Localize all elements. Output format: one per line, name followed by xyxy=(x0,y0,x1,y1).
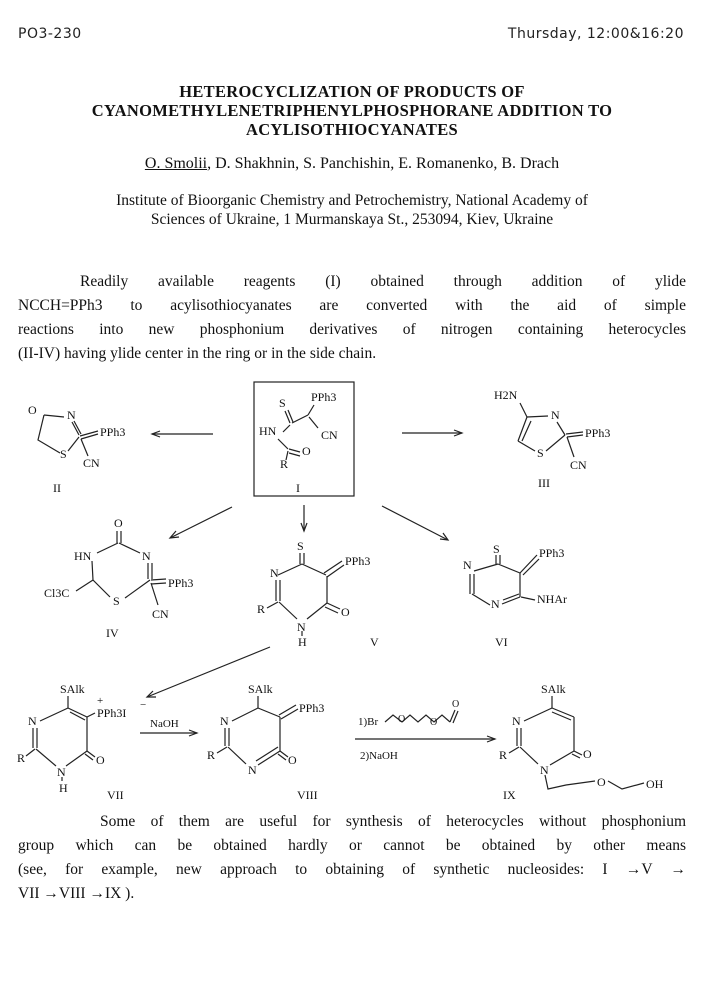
arrow-naoh xyxy=(140,718,197,736)
compound-label-ix: IX xyxy=(503,788,516,802)
atom-label: OH xyxy=(646,777,664,791)
reagent-label: 1)Br xyxy=(358,716,379,728)
atom-label: R xyxy=(499,748,508,762)
atom-label: S xyxy=(113,594,120,608)
compound-ix-structure xyxy=(499,682,664,802)
atom-label: R xyxy=(280,457,289,471)
authors xyxy=(0,155,704,173)
atom-label: O xyxy=(114,516,123,530)
atom-label: HN xyxy=(74,549,92,563)
atom-label: PPh3 xyxy=(311,390,337,404)
atom-label: O xyxy=(398,714,406,725)
svg-text:−: − xyxy=(140,699,147,711)
atom-label: S xyxy=(537,446,544,460)
reaction-scheme xyxy=(0,365,704,810)
reagent-label: 2)NaOH xyxy=(360,750,398,762)
compound-label-iii: III xyxy=(538,476,550,490)
compound-vii-structure xyxy=(17,682,146,802)
atom-label: PPh3 xyxy=(168,576,194,590)
compound-label-iv: IV xyxy=(106,626,119,640)
atom-label: R xyxy=(257,602,266,616)
atom-label: N xyxy=(491,597,500,611)
compound-i-box xyxy=(254,382,354,496)
conclusion-line: VII →VIII →IX ). xyxy=(18,885,135,902)
atom-label: O xyxy=(452,699,460,710)
atom-label: N xyxy=(57,765,66,779)
atom-label: N xyxy=(142,549,151,563)
atom-label: N xyxy=(67,408,76,422)
abstract-paragraph xyxy=(18,270,686,366)
abstract-line: reactions into new phosphonium derivatives of nitrogen containing heterocycles xyxy=(18,321,686,338)
abstract-line: NCCH=PPh3 to acylisothiocyanates are converted with the aid of simple xyxy=(18,297,686,314)
atom-label: Cl3C xyxy=(44,586,70,600)
title-line-2: CYANOMETHYLENETRIPHENYLPHOSPHORANE ADDITION TO xyxy=(91,101,613,120)
atom-label: N xyxy=(28,714,37,728)
atom-label: CN xyxy=(570,458,587,472)
atom-label: PPh3 xyxy=(100,425,126,439)
atom-label: O xyxy=(288,753,297,767)
atom-label: H xyxy=(298,635,307,649)
atom-label: N xyxy=(270,566,279,580)
compound-viii-structure xyxy=(207,682,324,802)
co-authors: , D. Shakhnin, S. Panchishin, E. Romanenko, B. Drach xyxy=(207,155,560,172)
conclusion-paragraph xyxy=(18,810,686,906)
compound-v-structure xyxy=(257,539,379,649)
atom-label: CN xyxy=(152,607,169,621)
atom-label: S xyxy=(297,539,304,553)
atom-label: O xyxy=(597,775,606,789)
abstract-line: (II-IV) having ylide center in the ring or in the side chain. xyxy=(18,345,377,362)
title-line-1: HETEROCYCLIZATION OF PRODUCTS OF xyxy=(179,82,525,101)
compound-iv-structure xyxy=(44,516,193,640)
atom-label: R xyxy=(207,748,216,762)
compound-ii-structure xyxy=(28,403,125,495)
compound-label-vi: VI xyxy=(495,635,508,649)
atom-label: SAlk xyxy=(60,682,85,696)
atom-label: S xyxy=(493,542,500,556)
atom-label: O xyxy=(430,717,438,728)
compound-vi-structure xyxy=(463,542,567,649)
atom-label: PPh3 xyxy=(585,426,611,440)
compound-label-viii: VIII xyxy=(297,788,318,802)
session-time: Thursday, 12:00&16:20 xyxy=(507,26,684,42)
atom-label: O xyxy=(28,403,37,417)
atom-label: N xyxy=(297,620,306,634)
compound-label-i: I xyxy=(296,481,300,495)
presenting-author: O. Smolii xyxy=(144,155,208,172)
atom-label: CN xyxy=(321,428,338,442)
atom-label: H xyxy=(59,781,68,795)
atom-label: N xyxy=(463,558,472,572)
compound-label-ii: II xyxy=(53,481,61,495)
atom-label: S xyxy=(60,447,67,461)
atom-label: PPh3 xyxy=(299,701,325,715)
reagent-label: NaOH xyxy=(150,718,179,730)
institute-line-2: Sciences of Ukraine, 1 Murmanskaya St., 253094, Kiev, Ukraine xyxy=(150,211,554,228)
atom-label: PPh3 xyxy=(539,546,565,560)
abstract-line: Readily available reagents (I) obtained through addition of ylide xyxy=(80,273,686,290)
abstract-code: PO3-230 xyxy=(18,26,82,42)
atom-label: HN xyxy=(259,424,277,438)
atom-label: N xyxy=(551,408,560,422)
conclusion-line: Some of them are useful for synthesis of heterocycles without phosphonium xyxy=(100,813,686,830)
atom-label: O xyxy=(583,747,592,761)
compound-i-structure xyxy=(259,390,338,495)
compound-label-v: V xyxy=(370,635,379,649)
atom-label: O xyxy=(96,753,105,767)
atom-label: N xyxy=(248,763,257,777)
compound-label-vii: VII xyxy=(107,788,124,802)
atom-label: SAlk xyxy=(541,682,566,696)
institute-line-1: Institute of Bioorganic Chemistry and Petrochemistry, National Academy of xyxy=(116,192,588,209)
arrow-alkylation xyxy=(355,699,495,762)
atom-label: S xyxy=(279,396,286,410)
atom-label: O xyxy=(341,605,350,619)
atom-label: PPh3 xyxy=(345,554,371,568)
atom-label: PPh3I xyxy=(97,706,127,720)
svg-text:+: + xyxy=(97,695,104,707)
atom-label: R xyxy=(17,751,26,765)
atom-label: CN xyxy=(83,456,100,470)
conclusion-line: group which can be obtained hardly or cannot be obtained by other means xyxy=(18,837,686,854)
atom-label: N xyxy=(220,714,229,728)
atom-label: O xyxy=(302,444,311,458)
atom-label: SAlk xyxy=(248,682,273,696)
atom-label: H2N xyxy=(494,388,518,402)
title-line-3: ACYLISOTHIOCYANATES xyxy=(245,120,458,139)
atom-label: N xyxy=(540,763,549,777)
compound-iii-structure xyxy=(494,388,610,490)
atom-label: NHAr xyxy=(537,592,567,606)
conclusion-line: (see, for example, new approach to obtaining of synthetic nucleosides: I →V → xyxy=(18,861,686,878)
atom-label: N xyxy=(512,714,521,728)
